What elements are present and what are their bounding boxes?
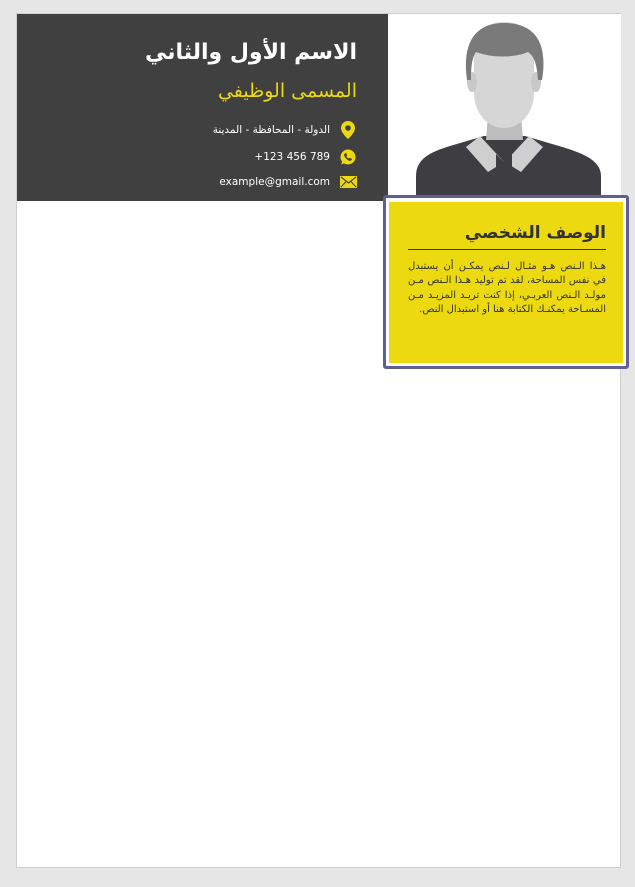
location-pin-icon: [339, 121, 357, 139]
avatar-silhouette: [388, 14, 621, 201]
location-text: الدولة - المحافظة - المدينة: [212, 124, 330, 136]
summary-divider: [408, 249, 606, 250]
phone-text: +123 456 789: [254, 151, 330, 163]
contact-location: [213, 121, 357, 139]
profile-photo: [388, 14, 621, 201]
summary-box: [389, 202, 623, 363]
summary-text: هـذا الـنص هـو مثـال لـنص يمكـن أن يستبدل في نفس المساحة، لقد تم توليد هـذا الـنص مـن مولـد الـنص العربـي، إذا كنت تريـد المزيـد مـن المسـاحة يمكنـك الكتابة هنا أو استبدال النص.: [408, 261, 606, 315]
resume-page: [16, 13, 621, 868]
phone-icon: [339, 148, 357, 166]
contact-phone: [254, 148, 357, 166]
resume-header: [17, 14, 388, 201]
contact-email: [219, 173, 357, 191]
envelope-icon: [339, 173, 357, 191]
full-name: الاسم الأول والثاني: [144, 40, 357, 65]
summary-selection-frame[interactable]: [383, 195, 629, 369]
email-text: example@gmail.com: [219, 176, 330, 188]
summary-title: الوصف الشخصي: [464, 223, 606, 243]
job-title: المسمى الوظيفي: [217, 80, 357, 102]
